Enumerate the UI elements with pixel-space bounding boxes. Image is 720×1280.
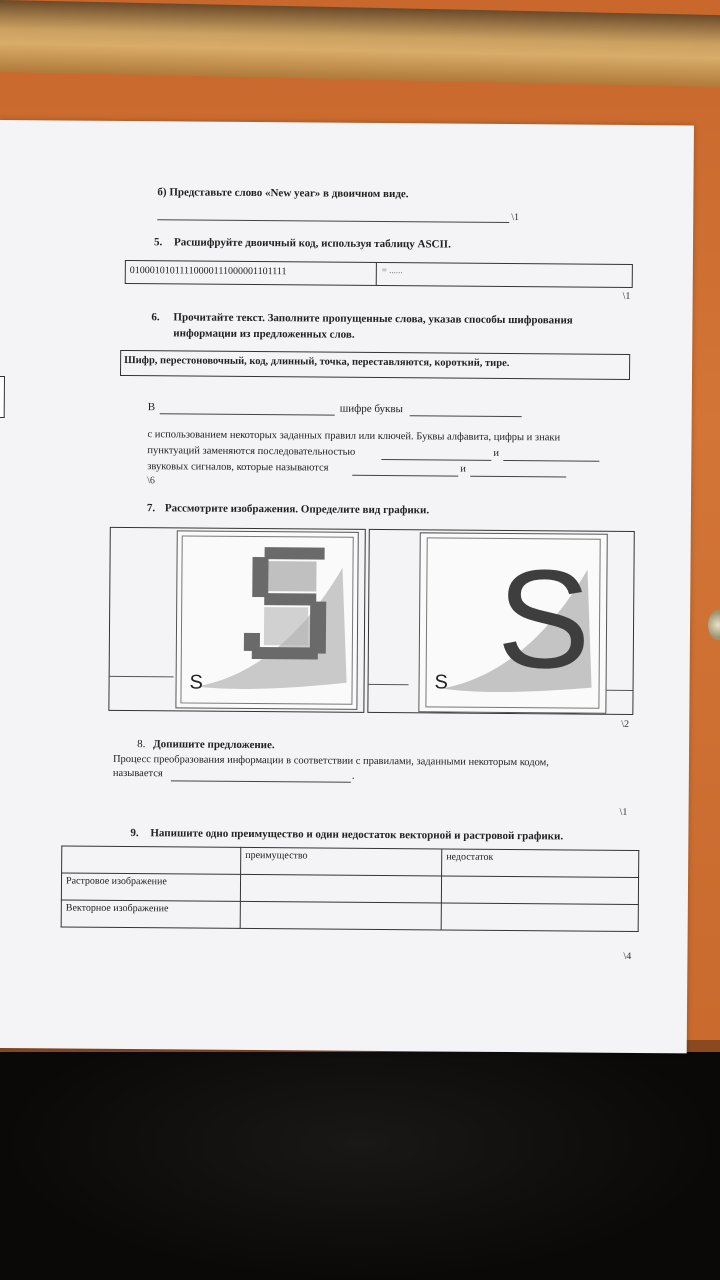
q8-line1: Процесс преобразования информации в соответствии с правилами, заданными некоторым кодом,	[112, 753, 549, 769]
worksheet	[0, 120, 694, 1053]
answer-cell[interactable]	[441, 903, 638, 932]
q8-number: 8.	[137, 738, 146, 751]
q8-end: .	[351, 769, 355, 782]
vector-image-frame	[418, 532, 607, 713]
q6-s3a: пунктуаций заменяются последовательностью	[147, 445, 356, 458]
answer-cell[interactable]	[441, 876, 638, 905]
q9-table	[61, 846, 640, 933]
cell-rule	[110, 676, 174, 678]
side-box	[0, 376, 5, 418]
q7-number: 7.	[146, 502, 156, 515]
q6-blank-5[interactable]	[352, 475, 458, 477]
raster-s-image	[181, 536, 352, 703]
q6-text-line2: информации из предложенных слов.	[173, 327, 355, 341]
vector-s-glyph: S	[496, 539, 592, 698]
q5-text: Расшифруйте двоичный код, используя таблицу ASCII.	[173, 236, 451, 251]
q5-code: 01000101011110000111000001101111	[129, 265, 287, 278]
q6-s2: с использованием некоторых заданных правил или ключей. Буквы алфавита, цифры и знаки	[147, 429, 561, 444]
raster-small-letter: S	[189, 671, 204, 694]
q5-answer[interactable]: = ......	[381, 265, 403, 276]
cell-rule	[369, 684, 409, 685]
q8-answer-line[interactable]	[171, 780, 351, 782]
q6-s1b: шифре буквы	[339, 402, 404, 416]
q6-word-box	[120, 350, 630, 380]
q6-number: 6.	[151, 311, 160, 324]
q9-text: Напишите одно преимущество и один недостаток векторной и растровой графики.	[150, 827, 564, 843]
q6-blank-3[interactable]	[381, 459, 491, 461]
header-cell: недостаток	[442, 849, 639, 878]
raster-image-frame	[175, 530, 358, 709]
q6-blank-2[interactable]	[410, 415, 522, 417]
q6-points: \6	[147, 475, 155, 487]
vector-small-letter: S	[434, 671, 449, 694]
header-cell	[62, 846, 241, 874]
q8-points: \1	[619, 806, 628, 818]
q7-points: \2	[621, 718, 630, 730]
q6-blank-1[interactable]	[160, 413, 335, 415]
vector-image-inner-frame	[425, 537, 600, 708]
raster-s-glyph	[244, 547, 327, 660]
vector-image-cell	[367, 529, 634, 715]
row-label: Векторное изображение	[61, 900, 240, 928]
q8-line2: называется	[112, 767, 163, 780]
q6-blank-4[interactable]	[503, 460, 599, 462]
floor	[0, 1052, 720, 1280]
q6-blank-6[interactable]	[470, 476, 566, 478]
q4b-text: б) Представьте слово «New year» в двоичном виде.	[157, 186, 409, 201]
row-label: Растровое изображение	[61, 873, 240, 901]
header-cell: преимущество	[241, 847, 442, 876]
answer-cell[interactable]	[240, 874, 441, 903]
q6-s1a: В	[147, 401, 156, 414]
q6-words: Шифр, перестоновочный, код, длинный, точка, переставляются, короткий, тире.	[124, 354, 510, 370]
q5-code-box	[125, 260, 633, 288]
q7-text: Рассмотрите изображения. Определите вид графики.	[164, 502, 430, 517]
q9-points: \4	[623, 950, 632, 962]
desk-edge	[0, 0, 720, 87]
vector-s-image	[426, 538, 599, 707]
q4b-points: \1	[511, 212, 520, 224]
q6-s3b: и	[493, 447, 500, 459]
q5-number: 5.	[153, 236, 163, 249]
q6-text-line1: Прочитайте текст. Заполните пропущенные слова, указав способы шифрования	[173, 311, 573, 327]
q5-points: \1	[622, 290, 631, 302]
table-row	[61, 900, 638, 932]
q6-s4a: звуковых сигналов, которые называются	[147, 461, 329, 474]
q6-s4b: и	[460, 463, 466, 475]
q9-number: 9.	[130, 827, 139, 840]
q5-divider	[376, 263, 377, 285]
cell-rule	[607, 690, 633, 691]
answer-cell[interactable]	[240, 901, 441, 930]
q4b-answer-line[interactable]	[157, 219, 509, 223]
q8-text: Допишите предложение.	[153, 738, 275, 752]
raster-image-inner-frame	[180, 535, 353, 704]
raster-image-cell	[108, 527, 365, 713]
